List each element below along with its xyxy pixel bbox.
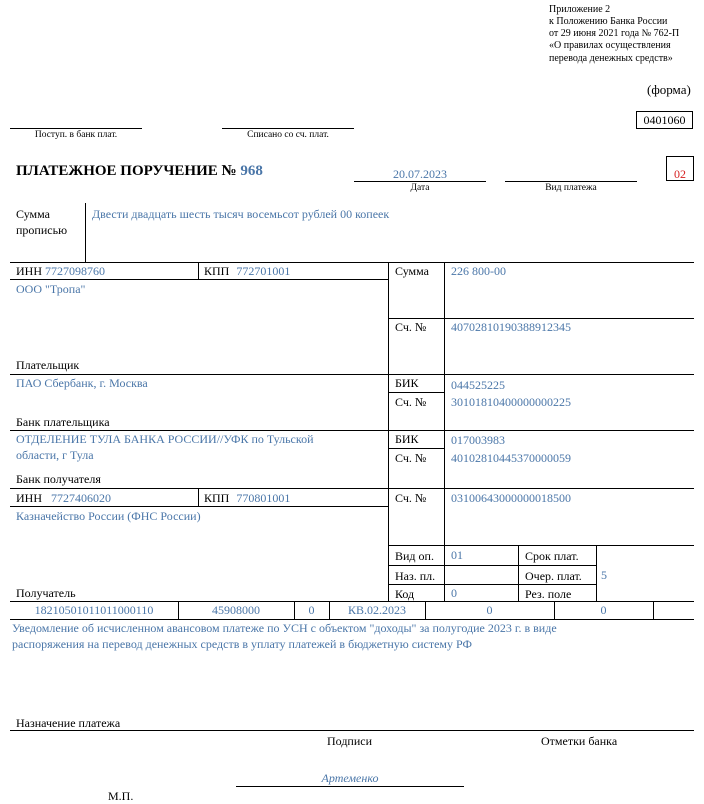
- payee-bank-account: 40102810445370000059: [451, 451, 571, 465]
- payer-bank-bik-label: БИК: [395, 376, 419, 390]
- form-label: (форма): [647, 82, 691, 97]
- purpose-code-label: Наз. пл.: [395, 569, 436, 583]
- grid-line: [388, 392, 444, 393]
- document-number: 968: [240, 163, 263, 179]
- op-type-label: Вид оп.: [395, 549, 434, 563]
- payment-type-label: Вид платежа: [545, 183, 597, 193]
- grid-line: [10, 488, 694, 489]
- payer-name: ООО "Тропа": [16, 282, 86, 296]
- stamp-label: М.П.: [108, 789, 134, 803]
- amount-label: Сумма: [395, 264, 429, 278]
- budget-field-period: КВ.02.2023: [347, 603, 406, 617]
- payer-bank-account: 30101810400000000225: [451, 395, 571, 409]
- document-title: [16, 163, 263, 180]
- grid-line: [10, 279, 388, 280]
- budget-field-oktmo: 45908000: [212, 603, 260, 617]
- payer-bank-account-label: Сч. №: [395, 395, 427, 409]
- payee-bank-name-1: ОТДЕЛЕНИЕ ТУЛА БАНКА РОССИИ//УФК по Тульской: [16, 432, 314, 446]
- payer-inn-label: ИНН: [16, 264, 42, 278]
- payee-account-label: Сч. №: [395, 491, 427, 505]
- purpose-line-2: распоряжения на перевод денежных средств в уплату платежей в бюджетную систему РФ: [12, 637, 472, 651]
- priority-label: Очер. плат.: [525, 569, 582, 583]
- received-line: [10, 128, 142, 129]
- grid-vline: [388, 262, 389, 601]
- purpose-bottom-line: [10, 730, 694, 731]
- payee-bank-account-label: Сч. №: [395, 451, 427, 465]
- payee-bank-bik: 017003983: [451, 433, 505, 447]
- date-label: Дата: [410, 183, 430, 193]
- payee-account: 03100643000000018500: [451, 491, 571, 505]
- amount-words-label-1: Сумма: [16, 207, 50, 221]
- status-code-box: 02: [666, 156, 694, 181]
- amount-value: 226 800-00: [451, 264, 506, 278]
- payee-inn-value: 7727406020: [51, 491, 111, 505]
- grid-line: [388, 448, 444, 449]
- op-type-value: 01: [451, 548, 463, 562]
- grid-vline: [198, 488, 199, 506]
- grid-vline: [444, 262, 445, 601]
- grid-line: [388, 318, 694, 319]
- payment-type-line: [505, 181, 637, 182]
- payee-inn: [16, 491, 111, 506]
- budget-field-doc-number: 0: [486, 603, 493, 617]
- payee-kpp-value: 770801001: [236, 491, 291, 505]
- okud-code-box: 0401060: [636, 111, 693, 129]
- payer-bank-label: Банк плательщика: [16, 415, 110, 429]
- grid-line: [10, 506, 388, 507]
- payer-account: 40702810190388912345: [451, 320, 571, 334]
- grid-vline: [518, 545, 519, 601]
- received-label: Поступ. в банк плат.: [34, 130, 118, 140]
- date-value: 20.07.2023: [393, 167, 447, 181]
- appendix-line-3: от 29 июня 2021 года № 762-П: [549, 28, 680, 39]
- appendix-line-5: перевода денежных средств»: [549, 53, 673, 64]
- grid-vline: [653, 601, 654, 619]
- budget-field-kbk: 18210501011011000110: [34, 603, 154, 617]
- purpose-label: Назначение платежа: [16, 716, 121, 730]
- signatures-label: Подписи: [327, 734, 373, 748]
- payer-kpp-value: 772701001: [236, 264, 291, 278]
- grid-line: [10, 374, 694, 375]
- payer-inn: [16, 264, 105, 279]
- signature-line: [236, 786, 464, 787]
- payer-account-label: Сч. №: [395, 320, 427, 334]
- priority-value: 5: [601, 568, 607, 582]
- pay-term-label: Срок плат.: [525, 549, 579, 563]
- grid-line: [10, 430, 694, 431]
- appendix-line-4: «О правилах осуществления: [549, 40, 671, 51]
- grid-line: [388, 584, 596, 585]
- grid-vline: [198, 262, 199, 279]
- payee-kpp-label: КПП: [204, 491, 230, 505]
- grid-line: [388, 545, 694, 546]
- payer-kpp-label: КПП: [204, 264, 230, 278]
- appendix-line-1: Приложение 2: [549, 4, 611, 15]
- payee-kpp: [204, 491, 290, 506]
- grid-line: [10, 601, 694, 602]
- code-label: Код: [395, 587, 415, 601]
- payee-inn-label: ИНН: [16, 491, 42, 505]
- purpose-line-1: Уведомление об исчисленном авансовом платеже по УСН с объектом "доходы" за полугодие 2023 г. в виде: [12, 621, 557, 635]
- debited-label: Списано со сч. плат.: [247, 130, 329, 140]
- grid-line: [10, 619, 694, 620]
- signature-value: Артеменко: [321, 771, 379, 785]
- date-line: [354, 181, 486, 182]
- title-text: ПЛАТЕЖНОЕ ПОРУЧЕНИЕ №: [16, 163, 237, 179]
- budget-field-basis: 0: [308, 603, 315, 617]
- payee-label: Получатель: [16, 586, 76, 600]
- payee-bank-name-2: области, г Тула: [16, 448, 94, 462]
- grid-vline: [596, 545, 597, 601]
- payer-bank-bik: 044525225: [451, 378, 505, 392]
- debited-line: [222, 128, 354, 129]
- payer-kpp: [204, 264, 290, 279]
- payee-name: Казначейство России (ФНС России): [16, 509, 201, 523]
- payer-bank-name: ПАО Сбербанк, г. Москва: [16, 376, 148, 390]
- amount-words-divider: [85, 203, 86, 262]
- payer-inn-value: 7727098760: [45, 264, 105, 278]
- code-value: 0: [451, 586, 457, 600]
- payer-label: Плательщик: [16, 358, 80, 372]
- budget-field-doc-date: 0: [600, 603, 607, 617]
- appendix-line-2: к Положению Банка России: [549, 16, 668, 27]
- bank-marks-label: Отметки банка: [541, 734, 618, 748]
- payee-bank-label: Банк получателя: [16, 472, 101, 486]
- payee-bank-bik-label: БИК: [395, 432, 419, 446]
- amount-words: Двести двадцать шесть тысяч восемьсот рублей 00 копеек: [92, 207, 390, 221]
- amount-words-label-2: прописью: [16, 223, 68, 237]
- grid-line: [388, 565, 596, 566]
- grid-line: [10, 262, 694, 263]
- reserve-label: Рез. поле: [525, 587, 572, 601]
